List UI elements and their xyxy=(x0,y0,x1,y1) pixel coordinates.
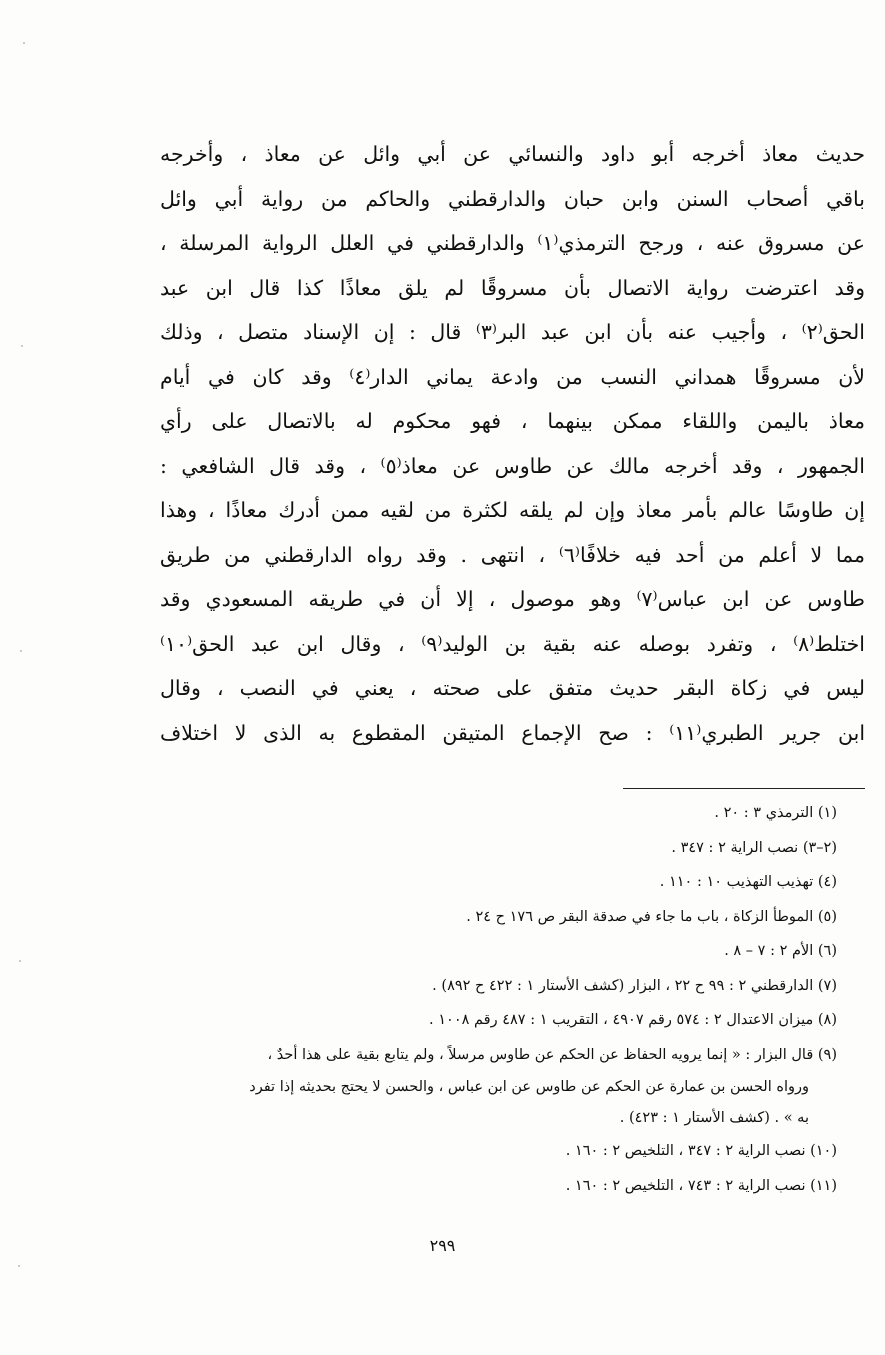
footnote: (٦) الأم ٢ : ٧ – ٨ . xyxy=(724,943,837,959)
text-line: وقد اعترضت رواية الاتصال بأن مسروقًا لم يلق معاذًا كذا قال ابن عبد xyxy=(160,275,865,300)
margin-mark xyxy=(19,960,21,962)
page-number: ٢٩٩ xyxy=(429,1236,456,1255)
margin-mark xyxy=(18,1265,20,1267)
main-text xyxy=(160,132,865,755)
footnote: (٥) الموطأ الزكاة ، باب ما جاء في صدقة البقر ص ١٧٦ ح ٢٤ . xyxy=(466,908,837,925)
margin-mark xyxy=(23,42,25,44)
text-line: حديث معاذ أخرجه أبو داود والنسائي عن أبي وائل عن معاذ ، وأخرجه xyxy=(160,142,865,166)
footnote-separator xyxy=(623,788,865,789)
text-line: معاذ باليمن واللقاء ممكن بينهما ، فهو محكوم له بالاتصال على رأي xyxy=(160,409,865,433)
text-line: ابن جرير الطبري⁽١١⁾ : صح الإجماع المتيقن المقطوع به الذى لا اختلاف xyxy=(160,720,866,745)
text-line: عن مسروق عنه ، ورجح الترمذي⁽١⁾ والدارقطني في العلل الرواية المرسلة ، xyxy=(160,231,865,255)
text-line: ليس في زكاة البقر حديث متفق على صحته ، يعني في النصب ، وقال xyxy=(160,676,865,700)
text-line: طاوس عن ابن عباس⁽٧⁾ وهو موصول ، إلا أن في طريقه المسعودي وقد xyxy=(160,587,865,611)
footnote-continuation: ورواه الحسن بن عمارة عن الحكم عن طاوس عن ابن عباس ، والحسن لا يحتج بحديثه إذا تفرد xyxy=(249,1079,809,1095)
footnote: (٧) الدارقطني ٢ : ٩٩ ح ٢٢ ، البزار (كشف الأستار ١ : ٤٢٢ ح ٨٩٢) . xyxy=(432,977,837,994)
footnote: (٢–٣) نصب الراية ٢ : ٣٤٧ . xyxy=(671,839,837,856)
margin-mark xyxy=(20,650,22,652)
footnote: (٩) قال البزار : « إنما يرويه الحفاظ عن الحكم عن طاوس مرسلاً ، ولم يتابع بقية على هذا أحدٌ ، xyxy=(267,1046,837,1063)
footnote-continuation: به » . (كشف الأستار ١ : ٤٢٣) . xyxy=(619,1110,809,1126)
margin-mark xyxy=(21,345,23,347)
footnote: (١١) نصب الراية ٢ : ٧٤٣ ، التلخيص ٢ : ١٦٠ . xyxy=(565,1177,837,1194)
footnote: (١٠) نصب الراية ٢ : ٣٤٧ ، التلخيص ٢ : ١٦٠ . xyxy=(565,1143,837,1159)
text-line: الحق⁽٢⁾ ، وأجيب عنه بأن ابن عبد البر⁽٣⁾ قال : إن الإسناد متصل ، وذلك xyxy=(160,320,865,344)
footnote: (٤) تهذيب التهذيب ١٠ : ١١٠ . xyxy=(659,874,837,890)
text-line: إن طاوسًا عالم بأمر معاذ وإن لم يلقه لكثرة من لقيه ممن أدرك معاذًا ، وهذا xyxy=(160,498,865,522)
footnote: (٨) ميزان الاعتدال ٢ : ٥٧٤ رقم ٤٩٠٧ ، التقريب ١ : ٤٨٧ رقم ١٠٠٨ . xyxy=(429,1012,837,1028)
text-line: باقي أصحاب السنن وابن حبان والدارقطني والحاكم من رواية أبي وائل xyxy=(160,186,865,211)
text-line: الجمهور ، وقد أخرجه مالك عن طاوس عن معاذ⁽٥⁾ ، وقد قال الشافعي : xyxy=(160,453,865,478)
text-line: اختلط⁽٨⁾ ، وتفرد بوصله عنه بقية بن الوليد⁽٩⁾ ، وقال ابن عبد الحق⁽١٠⁾ xyxy=(160,631,865,656)
text-line: لأن مسروقًا همداني النسب من وادعة يماني الدار⁽٤⁾ وقد كان في أيام xyxy=(160,364,865,389)
text-line: مما لا أعلم من أحد فيه خلافًا⁽٦⁾ ، انتهى . وقد رواه الدارقطني من طريق xyxy=(160,542,865,567)
footnote: (١) الترمذي ٣ : ٢٠ . xyxy=(714,805,837,821)
footnotes xyxy=(140,796,837,1203)
